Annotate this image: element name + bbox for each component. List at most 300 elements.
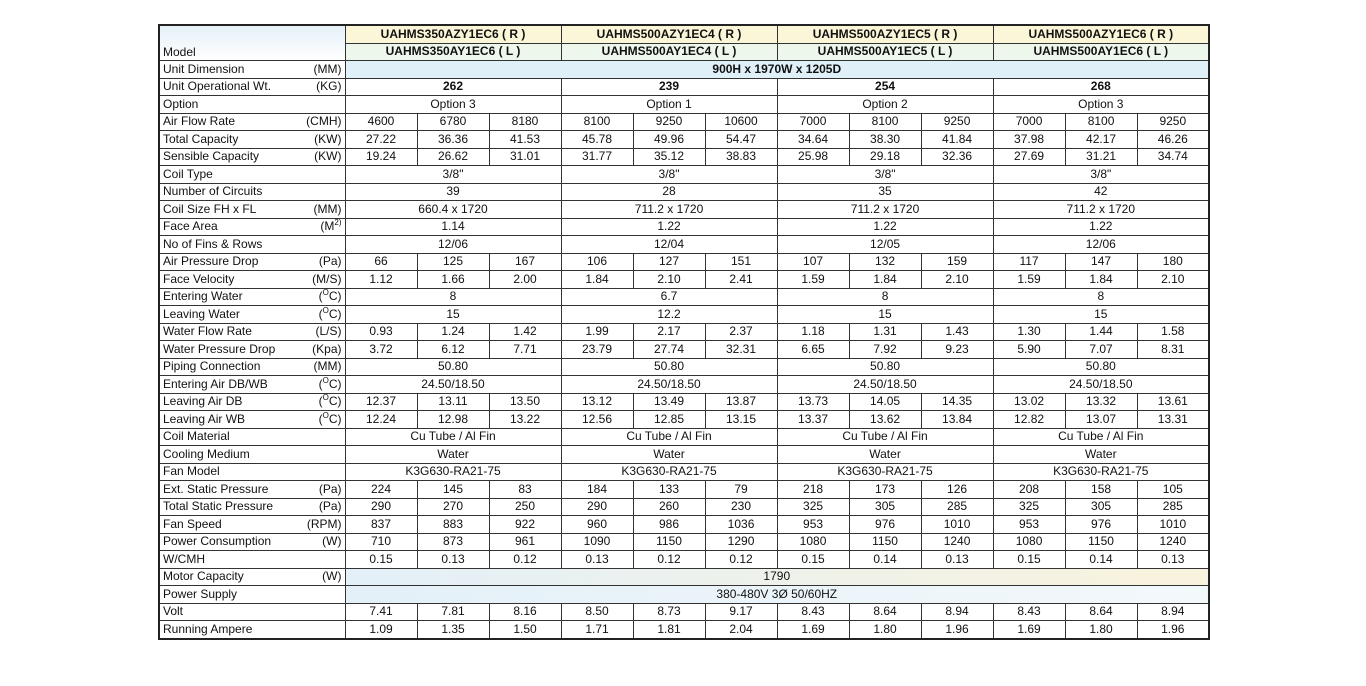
model-r-header: UAHMS500AZY1EC5 ( R ) [777, 25, 993, 43]
value-cell: 9250 [1137, 113, 1209, 131]
value-cell: 1080 [993, 533, 1065, 551]
row-label: Sensible Capacity [163, 149, 260, 164]
group-value-cell: 12/06 [993, 236, 1209, 254]
value-cell: 8.16 [489, 603, 561, 621]
value-cell: 19.24 [345, 148, 417, 166]
spanning-value-cell: 380-480V 3Ø 50/60HZ [345, 586, 1209, 604]
group-value-cell: 42 [993, 183, 1209, 201]
row-label: Coil Size FH x FL [163, 201, 257, 216]
value-cell: 0.12 [489, 551, 561, 569]
value-cell: 8100 [1065, 113, 1137, 131]
group-value-cell: 15 [345, 306, 561, 324]
group-value-cell: 24.50/18.50 [561, 376, 777, 394]
value-cell: 184 [561, 481, 633, 499]
value-cell: 8.64 [849, 603, 921, 621]
value-cell: 976 [849, 516, 921, 534]
value-cell: 2.10 [921, 271, 993, 289]
value-cell: 23.79 [561, 341, 633, 359]
spec-row [159, 358, 1209, 376]
value-cell: 4600 [345, 113, 417, 131]
value-cell: 1.69 [777, 621, 849, 639]
row-unit [319, 412, 342, 427]
row-label: Total Capacity [163, 131, 239, 146]
group-value-cell: 1.14 [345, 218, 561, 236]
value-cell: 41.53 [489, 131, 561, 149]
row-label-cell [159, 131, 345, 149]
row-unit-text: (MM) [313, 61, 342, 76]
value-cell: 0.12 [705, 551, 777, 569]
row-unit-text: (Pa) [318, 499, 342, 514]
value-cell: 285 [1137, 498, 1209, 516]
spec-row [159, 533, 1209, 551]
value-cell: 9250 [921, 113, 993, 131]
spec-row [159, 288, 1209, 306]
value-cell: 224 [345, 481, 417, 499]
spec-row [159, 481, 1209, 499]
group-value-cell: 3/8" [345, 166, 561, 184]
row-unit [319, 482, 342, 497]
group-value-cell: K3G630-RA21-75 [345, 463, 561, 481]
value-cell: 180 [1137, 253, 1209, 271]
value-cell: 1080 [777, 533, 849, 551]
group-value-cell: Water [777, 446, 993, 464]
row-label-cell [159, 323, 345, 341]
value-cell: 986 [633, 516, 705, 534]
row-label-cell [159, 96, 345, 114]
value-cell: 270 [417, 498, 489, 516]
group-value-cell: Cu Tube / Al Fin [777, 428, 993, 446]
group-value-cell: 28 [561, 183, 777, 201]
value-cell: 1.99 [561, 323, 633, 341]
row-label-cell [159, 271, 345, 289]
row-label-cell [159, 341, 345, 359]
row-unit [316, 79, 341, 94]
value-cell: 1240 [921, 533, 993, 551]
value-cell: 710 [345, 533, 417, 551]
value-cell: 13.50 [489, 393, 561, 411]
value-cell: 133 [633, 481, 705, 499]
row-unit-text: ( [318, 411, 323, 426]
row-unit [322, 534, 341, 549]
spec-row [159, 201, 1209, 219]
value-cell: 13.15 [705, 411, 777, 429]
group-value-cell: 24.50/18.50 [993, 376, 1209, 394]
row-unit-superscript: O [322, 393, 329, 403]
header-row-right-models [159, 25, 1209, 43]
row-label: Water Pressure Drop [163, 341, 276, 356]
value-cell: 13.62 [849, 411, 921, 429]
value-cell: 26.62 [417, 148, 489, 166]
value-cell: 230 [705, 498, 777, 516]
group-value-cell: Cu Tube / Al Fin [993, 428, 1209, 446]
value-cell: 6.65 [777, 341, 849, 359]
row-label: Volt [163, 604, 184, 619]
value-cell: 8.43 [777, 603, 849, 621]
row-label-cell [159, 393, 345, 411]
model-label-cell [159, 25, 345, 61]
spec-row [159, 568, 1209, 586]
value-cell: 1036 [705, 516, 777, 534]
row-unit [319, 307, 342, 322]
value-cell: 106 [561, 253, 633, 271]
value-cell: 1.44 [1065, 323, 1137, 341]
value-cell: 54.47 [705, 131, 777, 149]
row-label-cell [159, 61, 345, 79]
value-cell: 1150 [1065, 533, 1137, 551]
value-cell: 953 [993, 516, 1065, 534]
value-cell: 1.09 [345, 621, 417, 639]
group-value-cell: 3/8" [993, 166, 1209, 184]
value-cell: 9.17 [705, 603, 777, 621]
row-unit [315, 324, 341, 339]
value-cell: 2.10 [1137, 271, 1209, 289]
value-cell: 290 [561, 498, 633, 516]
value-cell: 1.71 [561, 621, 633, 639]
value-cell: 285 [921, 498, 993, 516]
row-unit [314, 132, 341, 147]
row-unit-text: (MM) [313, 201, 342, 216]
group-value-cell: 8 [777, 288, 993, 306]
group-value-cell: K3G630-RA21-75 [561, 463, 777, 481]
value-cell: 1010 [1137, 516, 1209, 534]
row-label-cell [159, 218, 345, 236]
value-cell: 1.80 [849, 621, 921, 639]
row-label: Leaving Water [163, 306, 240, 321]
value-cell: 13.07 [1065, 411, 1137, 429]
spanning-value-cell: 900H x 1970W x 1205D [345, 61, 1209, 79]
spec-row [159, 323, 1209, 341]
group-value-cell: 6.7 [561, 288, 777, 306]
row-label-cell [159, 166, 345, 184]
value-cell: 1240 [1137, 533, 1209, 551]
value-cell: 0.13 [921, 551, 993, 569]
value-cell: 1.84 [849, 271, 921, 289]
row-label-cell [159, 78, 345, 96]
row-unit-superscript: 2) [334, 218, 342, 228]
spec-row [159, 428, 1209, 446]
model-label: Model [163, 45, 196, 59]
spec-row [159, 61, 1209, 79]
value-cell: 8100 [561, 113, 633, 131]
row-unit-text: (KW) [314, 149, 342, 164]
row-label: Ext. Static Pressure [163, 481, 269, 496]
value-cell: 7.07 [1065, 341, 1137, 359]
row-unit-text: (W) [322, 569, 342, 584]
row-unit-superscript: O [322, 410, 329, 420]
value-cell: 883 [417, 516, 489, 534]
value-cell: 12.82 [993, 411, 1065, 429]
row-label-cell [159, 463, 345, 481]
spec-row [159, 78, 1209, 96]
value-cell: 1.69 [993, 621, 1065, 639]
value-cell: 2.37 [705, 323, 777, 341]
value-cell: 1.66 [417, 271, 489, 289]
value-cell: 8.31 [1137, 341, 1209, 359]
value-cell: 13.11 [417, 393, 489, 411]
row-unit-end: C) [328, 411, 342, 426]
group-value-cell: 1.22 [561, 218, 777, 236]
spanning-value-cell: 1790 [345, 568, 1209, 586]
row-unit [314, 359, 342, 374]
value-cell: 12.98 [417, 411, 489, 429]
row-unit-end: C) [328, 394, 342, 409]
specification-table-body [159, 25, 1209, 639]
value-cell: 0.93 [345, 323, 417, 341]
value-cell: 127 [633, 253, 705, 271]
spec-row [159, 498, 1209, 516]
group-value-cell: 12/05 [777, 236, 993, 254]
model-r-header: UAHMS500AZY1EC6 ( R ) [993, 25, 1209, 43]
row-unit-superscript: O [322, 375, 329, 385]
row-label-cell [159, 236, 345, 254]
value-cell: 29.18 [849, 148, 921, 166]
value-cell: 1.84 [1065, 271, 1137, 289]
model-r-header: UAHMS350AZY1EC6 ( R ) [345, 25, 561, 43]
value-cell: 105 [1137, 481, 1209, 499]
row-unit-text: (M/S) [312, 271, 342, 286]
value-cell: 1.96 [1137, 621, 1209, 639]
value-cell: 8.43 [993, 603, 1065, 621]
value-cell: 31.77 [561, 148, 633, 166]
value-cell: 2.04 [705, 621, 777, 639]
value-cell: 8180 [489, 113, 561, 131]
group-value-cell: 262 [345, 78, 561, 96]
group-value-cell: Option 3 [993, 96, 1209, 114]
value-cell: 13.37 [777, 411, 849, 429]
value-cell: 1.42 [489, 323, 561, 341]
row-unit [319, 254, 342, 269]
row-label: Power Consumption [163, 534, 272, 549]
row-unit [314, 202, 342, 217]
value-cell: 8.50 [561, 603, 633, 621]
row-label-cell [159, 533, 345, 551]
row-unit-text: ( [318, 306, 323, 321]
value-cell: 66 [345, 253, 417, 271]
spec-row [159, 603, 1209, 621]
group-value-cell: Water [993, 446, 1209, 464]
value-cell: 12.56 [561, 411, 633, 429]
model-l-header: UAHMS500AY1EC4 ( L ) [561, 43, 777, 61]
value-cell: 38.83 [705, 148, 777, 166]
row-unit-text: (Kpa) [312, 341, 342, 356]
value-cell: 79 [705, 481, 777, 499]
value-cell: 1.12 [345, 271, 417, 289]
value-cell: 107 [777, 253, 849, 271]
value-cell: 960 [561, 516, 633, 534]
row-label-cell [159, 306, 345, 324]
value-cell: 31.21 [1065, 148, 1137, 166]
value-cell: 208 [993, 481, 1065, 499]
row-label: Cooling Medium [163, 446, 250, 461]
spec-row [159, 96, 1209, 114]
group-value-cell: 268 [993, 78, 1209, 96]
row-label: Piping Connection [163, 359, 261, 374]
row-label-cell [159, 201, 345, 219]
value-cell: 1.35 [417, 621, 489, 639]
row-label: Power Supply [163, 586, 238, 601]
value-cell: 1.58 [1137, 323, 1209, 341]
value-cell: 2.10 [633, 271, 705, 289]
spec-row [159, 551, 1209, 569]
value-cell: 8.94 [921, 603, 993, 621]
spec-row [159, 236, 1209, 254]
value-cell: 0.15 [345, 551, 417, 569]
value-cell: 13.02 [993, 393, 1065, 411]
row-label: Running Ampere [163, 621, 253, 636]
value-cell: 961 [489, 533, 561, 551]
value-cell: 145 [417, 481, 489, 499]
spec-row [159, 586, 1209, 604]
value-cell: 0.13 [561, 551, 633, 569]
spec-row [159, 113, 1209, 131]
spec-row [159, 183, 1209, 201]
row-label: Face Area [163, 219, 218, 234]
group-value-cell: 8 [993, 288, 1209, 306]
group-value-cell: 12/06 [345, 236, 561, 254]
group-value-cell: 12/04 [561, 236, 777, 254]
row-label: Fan Speed [163, 516, 222, 531]
row-label-cell [159, 621, 345, 639]
row-label: Coil Material [163, 429, 230, 444]
value-cell: 9250 [633, 113, 705, 131]
value-cell: 27.74 [633, 341, 705, 359]
row-label-cell [159, 603, 345, 621]
row-unit-text: ( [318, 394, 323, 409]
value-cell: 250 [489, 498, 561, 516]
value-cell: 45.78 [561, 131, 633, 149]
row-label: Coil Type [163, 166, 213, 181]
value-cell: 0.14 [849, 551, 921, 569]
model-r-header: UAHMS500AZY1EC4 ( R ) [561, 25, 777, 43]
value-cell: 0.12 [633, 551, 705, 569]
value-cell: 305 [849, 498, 921, 516]
value-cell: 41.84 [921, 131, 993, 149]
group-value-cell: Water [345, 446, 561, 464]
spec-row [159, 393, 1209, 411]
row-label: Air Pressure Drop [163, 254, 259, 269]
value-cell: 34.74 [1137, 148, 1209, 166]
value-cell: 8.64 [1065, 603, 1137, 621]
row-label-cell [159, 568, 345, 586]
value-cell: 1.24 [417, 323, 489, 341]
row-label-cell [159, 446, 345, 464]
group-value-cell: 711.2 x 1720 [777, 201, 993, 219]
value-cell: 117 [993, 253, 1065, 271]
group-value-cell: 24.50/18.50 [345, 376, 561, 394]
row-label-cell [159, 148, 345, 166]
row-unit-text: (Pa) [318, 481, 342, 496]
spec-row [159, 271, 1209, 289]
row-label: Fan Model [163, 464, 220, 479]
group-value-cell: 50.80 [993, 358, 1209, 376]
group-value-cell: 1.22 [993, 218, 1209, 236]
row-label-cell [159, 376, 345, 394]
value-cell: 7000 [777, 113, 849, 131]
row-label: Face Velocity [163, 271, 235, 286]
value-cell: 2.41 [705, 271, 777, 289]
group-value-cell: 3/8" [561, 166, 777, 184]
row-unit-superscript: O [322, 305, 329, 315]
row-unit-text: (MM) [313, 359, 342, 374]
value-cell: 35.12 [633, 148, 705, 166]
group-value-cell: 254 [777, 78, 993, 96]
row-label: Leaving Air WB [163, 411, 246, 426]
row-label: W/CMH [163, 551, 205, 566]
row-unit [319, 289, 342, 304]
row-label-cell [159, 498, 345, 516]
row-unit-text: (L/S) [315, 324, 342, 339]
value-cell: 1.50 [489, 621, 561, 639]
group-value-cell: 24.50/18.50 [777, 376, 993, 394]
group-value-cell: 711.2 x 1720 [993, 201, 1209, 219]
value-cell: 218 [777, 481, 849, 499]
value-cell: 31.01 [489, 148, 561, 166]
group-value-cell: 711.2 x 1720 [561, 201, 777, 219]
row-unit-text: (M [320, 219, 335, 234]
value-cell: 0.15 [777, 551, 849, 569]
group-value-cell: 15 [777, 306, 993, 324]
value-cell: 7.71 [489, 341, 561, 359]
value-cell: 13.87 [705, 393, 777, 411]
spec-row [159, 463, 1209, 481]
group-value-cell: 50.80 [561, 358, 777, 376]
value-cell: 0.13 [1137, 551, 1209, 569]
value-cell: 13.12 [561, 393, 633, 411]
value-cell: 260 [633, 498, 705, 516]
value-cell: 14.05 [849, 393, 921, 411]
value-cell: 922 [489, 516, 561, 534]
row-unit [319, 377, 342, 392]
spec-row [159, 446, 1209, 464]
value-cell: 1.30 [993, 323, 1065, 341]
row-unit [320, 219, 341, 234]
group-value-cell: Cu Tube / Al Fin [345, 428, 561, 446]
row-label: Entering Air DB/WB [163, 376, 268, 391]
row-unit [312, 342, 341, 357]
value-cell: 325 [993, 498, 1065, 516]
row-unit-text: (W) [322, 534, 342, 549]
value-cell: 1010 [921, 516, 993, 534]
value-cell: 1.31 [849, 323, 921, 341]
group-value-cell: K3G630-RA21-75 [777, 463, 993, 481]
group-value-cell: 239 [561, 78, 777, 96]
value-cell: 13.49 [633, 393, 705, 411]
value-cell: 5.90 [993, 341, 1065, 359]
row-label-cell [159, 113, 345, 131]
row-label-cell [159, 428, 345, 446]
value-cell: 290 [345, 498, 417, 516]
row-unit-text: ( [318, 376, 323, 391]
value-cell: 8.94 [1137, 603, 1209, 621]
spec-row [159, 621, 1209, 639]
value-cell: 7.41 [345, 603, 417, 621]
value-cell: 8100 [849, 113, 921, 131]
value-cell: 27.69 [993, 148, 1065, 166]
value-cell: 125 [417, 253, 489, 271]
row-label: Unit Dimension [163, 61, 245, 76]
value-cell: 1150 [633, 533, 705, 551]
value-cell: 13.31 [1137, 411, 1209, 429]
value-cell: 32.36 [921, 148, 993, 166]
spec-row [159, 166, 1209, 184]
value-cell: 38.30 [849, 131, 921, 149]
value-cell: 13.22 [489, 411, 561, 429]
spec-row [159, 411, 1209, 429]
model-l-header: UAHMS350AY1EC6 ( L ) [345, 43, 561, 61]
value-cell: 976 [1065, 516, 1137, 534]
value-cell: 13.61 [1137, 393, 1209, 411]
row-label-cell [159, 481, 345, 499]
